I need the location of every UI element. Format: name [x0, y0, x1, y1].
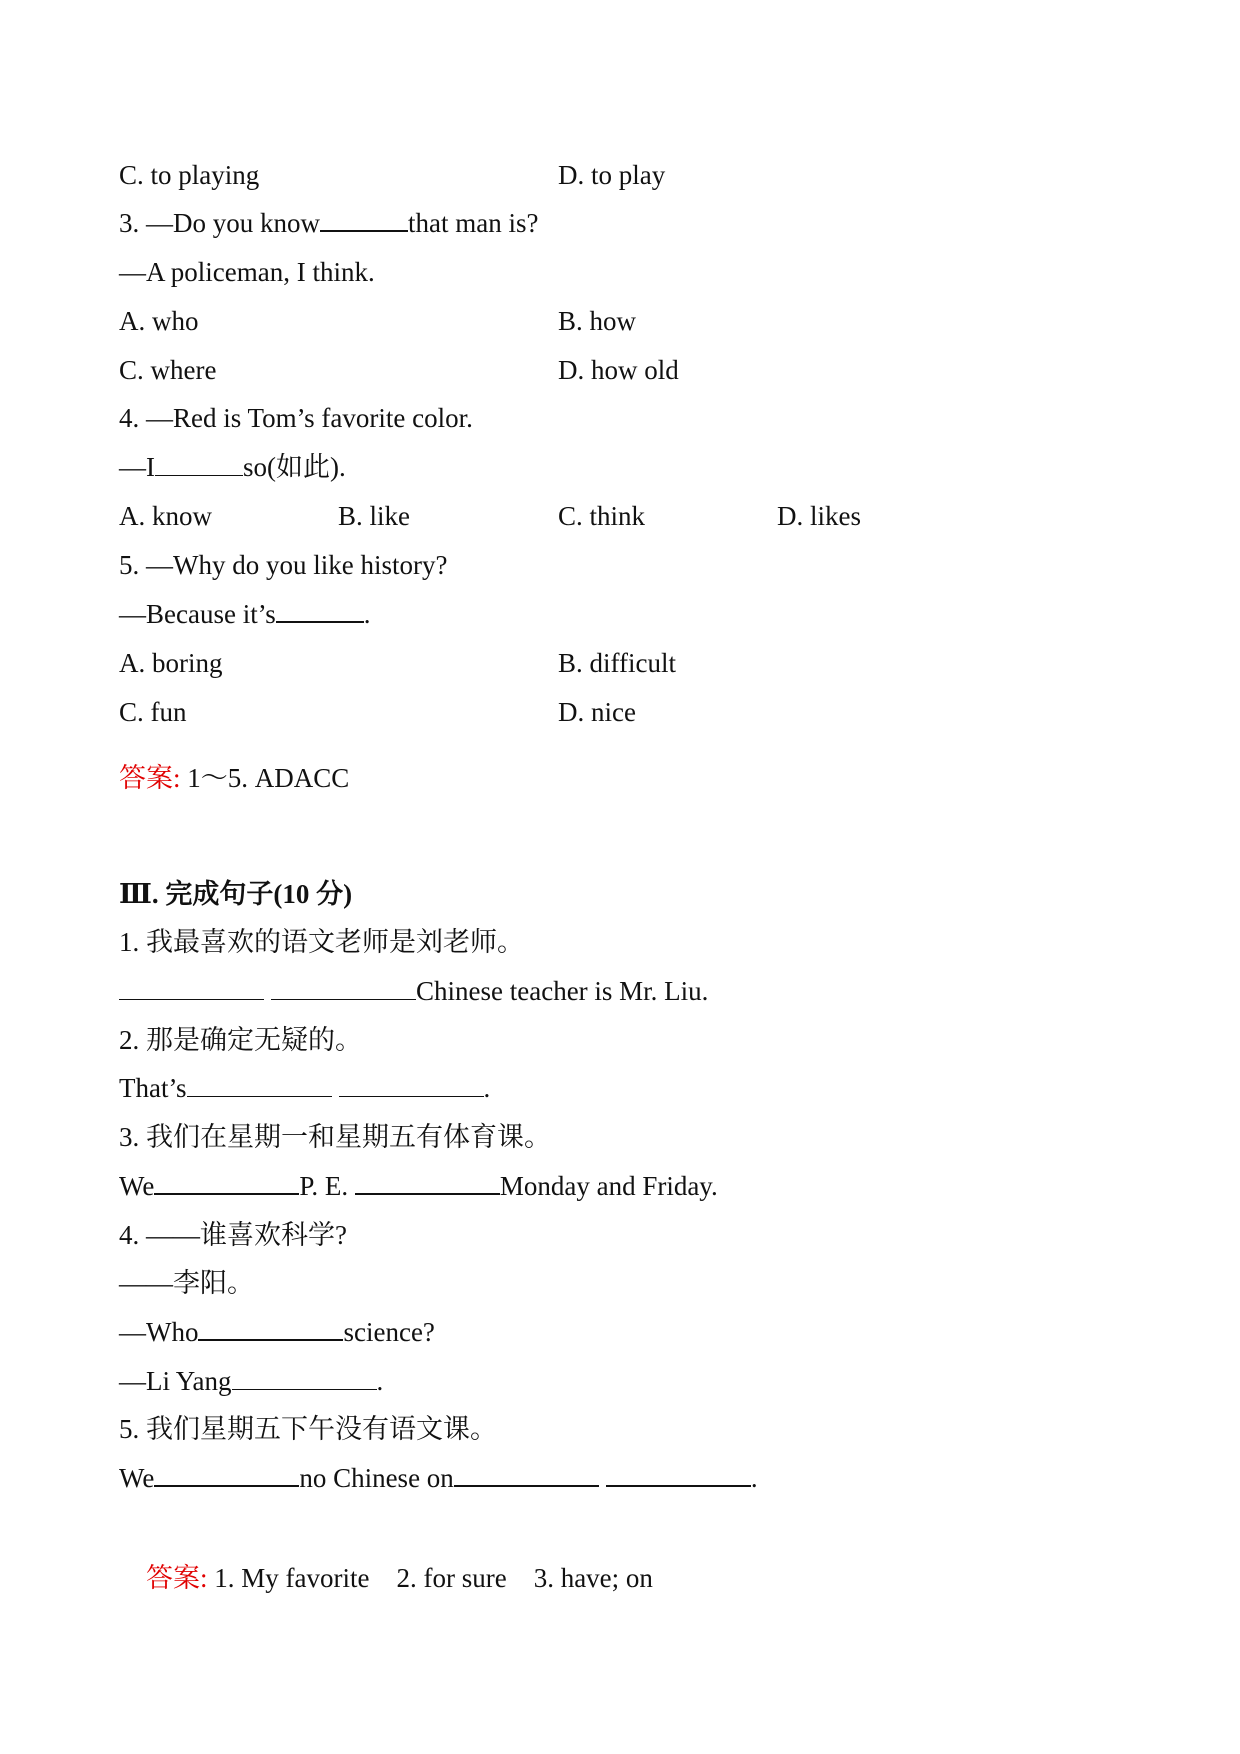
- answer-blank: [276, 597, 364, 623]
- answer-text: 1～5. ADACC: [180, 763, 350, 793]
- answer-blank: [119, 975, 264, 1000]
- s2-english-before: That’s: [119, 1073, 187, 1103]
- q5-option-d: D. nice: [558, 697, 636, 727]
- s2-chinese: 2. 那是确定无疑的。: [119, 1025, 362, 1055]
- q5-option-a: A. boring: [119, 648, 223, 678]
- q3-prompt-before: 3. —Do you know: [119, 208, 320, 238]
- q3-prompt-after: that man is?: [408, 208, 539, 238]
- s3-chinese: 3. 我们在星期一和星期五有体育课。: [119, 1122, 551, 1152]
- q5-options-ab: [119, 646, 676, 680]
- q4-option-c: C. think: [558, 501, 646, 531]
- q4-options: [119, 499, 861, 533]
- answer-blank: [271, 975, 416, 1000]
- answer-label: 答案:: [146, 1563, 208, 1593]
- q3-option-b: B. how: [558, 306, 637, 336]
- s2-english-after: .: [483, 1073, 491, 1103]
- q3-option-c: C. where: [119, 355, 217, 385]
- answer-blank: [320, 206, 408, 232]
- answer-blank: [232, 1365, 377, 1390]
- answer-label: 答案:: [119, 763, 181, 793]
- q3-options-cd: [119, 353, 679, 387]
- q4-reply: [119, 450, 346, 484]
- s4-english-reply: [119, 1364, 383, 1398]
- s4-english: [119, 1315, 435, 1349]
- s4-chinese-reply: ——李阳。: [119, 1268, 254, 1298]
- q4-reply-before: —I: [119, 452, 155, 482]
- s5-english-before: We: [119, 1463, 155, 1493]
- q4-option-b: B. like: [338, 501, 410, 531]
- answer-line-1: [119, 761, 349, 795]
- s4-english-after: science?: [343, 1317, 435, 1347]
- q2-option-c: C. to playing: [119, 160, 260, 190]
- s5-english-after: .: [750, 1463, 758, 1493]
- s5-chinese: 5. 我们星期五下午没有语文课。: [119, 1414, 497, 1444]
- q4-option-d: D. likes: [777, 501, 861, 531]
- section-heading: Ⅲ. 完成句子(10 分): [119, 879, 353, 909]
- q5-reply: [119, 597, 370, 631]
- q3-options-ab: [119, 304, 637, 338]
- answer-blank: [155, 451, 243, 476]
- s5-english: [119, 1461, 758, 1495]
- q2-option-d: D. to play: [558, 160, 666, 190]
- q5-reply-after: .: [363, 599, 371, 629]
- s4-english-reply-after: .: [376, 1366, 384, 1396]
- s2-english: [119, 1071, 490, 1105]
- q3-option-a: A. who: [119, 306, 199, 336]
- answer-blank: [454, 1461, 599, 1487]
- answer-blank: [355, 1169, 500, 1195]
- q3-option-d: D. how old: [558, 355, 679, 385]
- answer-line-2: [119, 1527, 653, 1629]
- s5-english-mid: no Chinese on: [299, 1463, 454, 1493]
- s3-english-after: Monday and Friday.: [499, 1171, 718, 1201]
- q5-prompt: 5. —Why do you like history?: [119, 550, 448, 580]
- q5-option-b: B. difficult: [558, 648, 676, 678]
- q5-option-c: C. fun: [119, 697, 187, 727]
- q2-options-row: [119, 158, 666, 192]
- q5-reply-before: —Because it’s: [119, 599, 276, 629]
- q4-option-a: A. know: [119, 501, 212, 531]
- q4-reply-after: so(如此).: [243, 452, 346, 482]
- s4-chinese: 4. ——谁喜欢科学?: [119, 1220, 347, 1250]
- answer-blank: [606, 1461, 751, 1487]
- q5-options-cd: [119, 695, 636, 729]
- q3-prompt: [119, 206, 538, 240]
- s3-english-mid: P. E.: [299, 1171, 355, 1201]
- answer-text: 1. My favorite 2. for sure 3. have; on: [207, 1563, 653, 1593]
- answer-blank: [198, 1315, 343, 1341]
- q3-reply: —A policeman, I think.: [119, 257, 375, 287]
- s1-english-after: Chinese teacher is Mr. Liu.: [416, 976, 709, 1006]
- s4-english-before: —Who: [119, 1317, 199, 1347]
- s1-chinese: 1. 我最喜欢的语文老师是刘老师。: [119, 927, 524, 957]
- q4-prompt: 4. —Red is Tom’s favorite color.: [119, 403, 473, 433]
- s3-english: [119, 1169, 718, 1203]
- answer-blank: [339, 1072, 484, 1097]
- s1-english: [119, 974, 708, 1008]
- answer-blank: [154, 1461, 299, 1487]
- answer-blank: [154, 1169, 299, 1195]
- answer-blank: [187, 1072, 332, 1097]
- s3-english-before: We: [119, 1171, 155, 1201]
- s4-english-reply-before: —Li Yang: [119, 1366, 232, 1396]
